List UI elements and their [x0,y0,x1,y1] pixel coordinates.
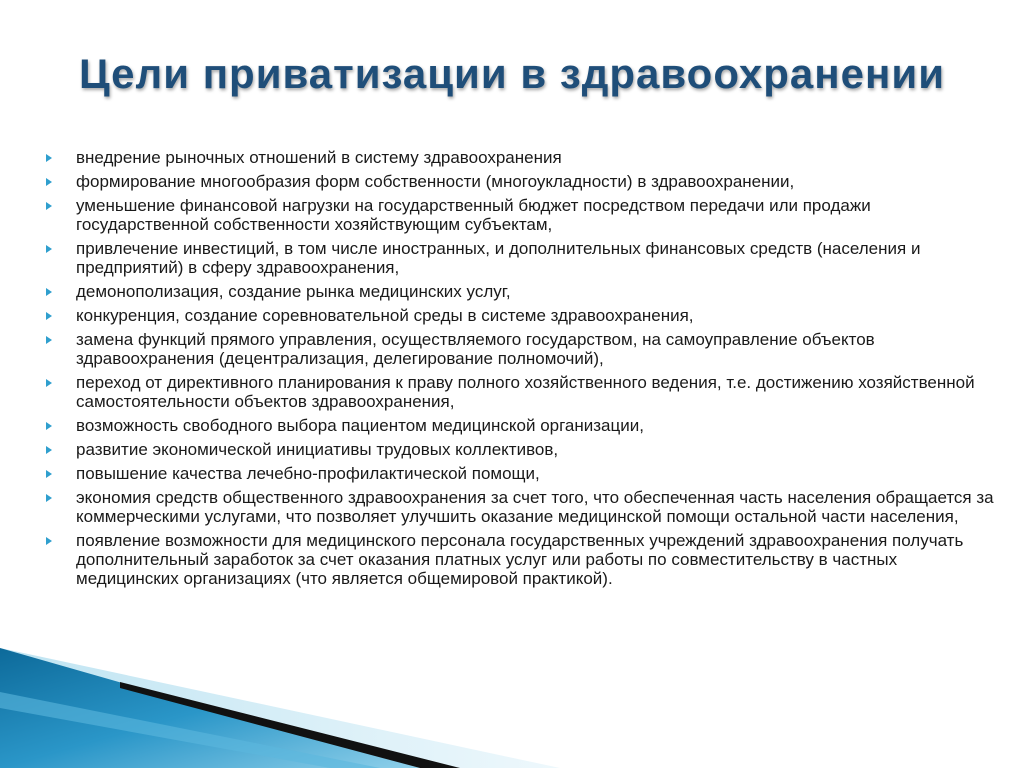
slide-title: Цели приватизации в здравоохранении [78,50,946,97]
triangle-right-icon [46,245,52,253]
triangle-right-icon [46,422,52,430]
list-item-text: замена функций прямого управления, осуществляемого государством, на самоуправление объектов здравоохранения (децентрализация, делегирование полномочий), [76,330,875,368]
list-item-text: повышение качества лечебно-профилактической помощи, [76,464,540,483]
triangle-right-icon [46,336,52,344]
triangle-right-icon [46,178,52,186]
triangle-right-icon [46,537,52,545]
triangle-right-icon [46,202,52,210]
list-item [46,330,996,368]
list-item-text: экономия средств общественного здравоохранения за счет того, что обеспеченная часть населения обращается за коммерческими услугами, что позволяет улучшить оказание медицинской помощи остальной части населения, [76,488,994,526]
triangle-right-icon [46,288,52,296]
list-item [46,239,996,277]
list-item [46,373,996,411]
list-item-text: развитие экономической инициативы трудовых коллективов, [76,440,559,459]
list-item [46,306,996,325]
list-item [46,488,996,526]
list-item [46,172,996,191]
list-item [46,282,996,301]
list-item-text: переход от директивного планирования к праву полного хозяйственного ведения, т.е. достижению хозяйственной самостоятельности объектов здравоохранения, [76,373,975,411]
list-item-text: формирование многообразия форм собственности (многоукладности) в здравоохранении, [76,172,795,191]
list-item [46,196,996,234]
list-item [46,464,996,483]
corner-decoration [0,648,640,768]
list-item-text: возможность свободного выбора пациентом медицинской организации, [76,416,644,435]
triangle-right-icon [46,446,52,454]
triangle-right-icon [46,312,52,320]
list-item-text: демонополизация, создание рынка медицинских услуг, [76,282,511,301]
list-item-text: появление возможности для медицинского персонала государственных учреждений здравоохранения получать дополнительный заработок за счет оказания платных услуг или работы по совместительству в частных медицинских организациях (что является общемировой практикой). [76,531,964,588]
list-item [46,148,996,167]
triangle-right-icon [46,379,52,387]
list-item-text: конкуренция, создание соревновательной среды в системе здравоохранения, [76,306,694,325]
list-item [46,416,996,435]
triangle-right-icon [46,154,52,162]
list-item [46,440,996,459]
bullet-list [46,148,996,588]
list-item [46,531,996,588]
triangle-right-icon [46,494,52,502]
bullet-list-container [46,148,996,593]
list-item-text: уменьшение финансовой нагрузки на государственный бюджет посредством передачи или продажи государственной собственности хозяйствующим субъектам, [76,196,871,234]
list-item-text: привлечение инвестиций, в том числе иностранных, и дополнительных финансовых средств (населения и предприятий) в сферу здравоохранения, [76,239,921,277]
triangle-right-icon [46,470,52,478]
list-item-text: внедрение рыночных отношений в систему здравоохранения [76,148,562,167]
